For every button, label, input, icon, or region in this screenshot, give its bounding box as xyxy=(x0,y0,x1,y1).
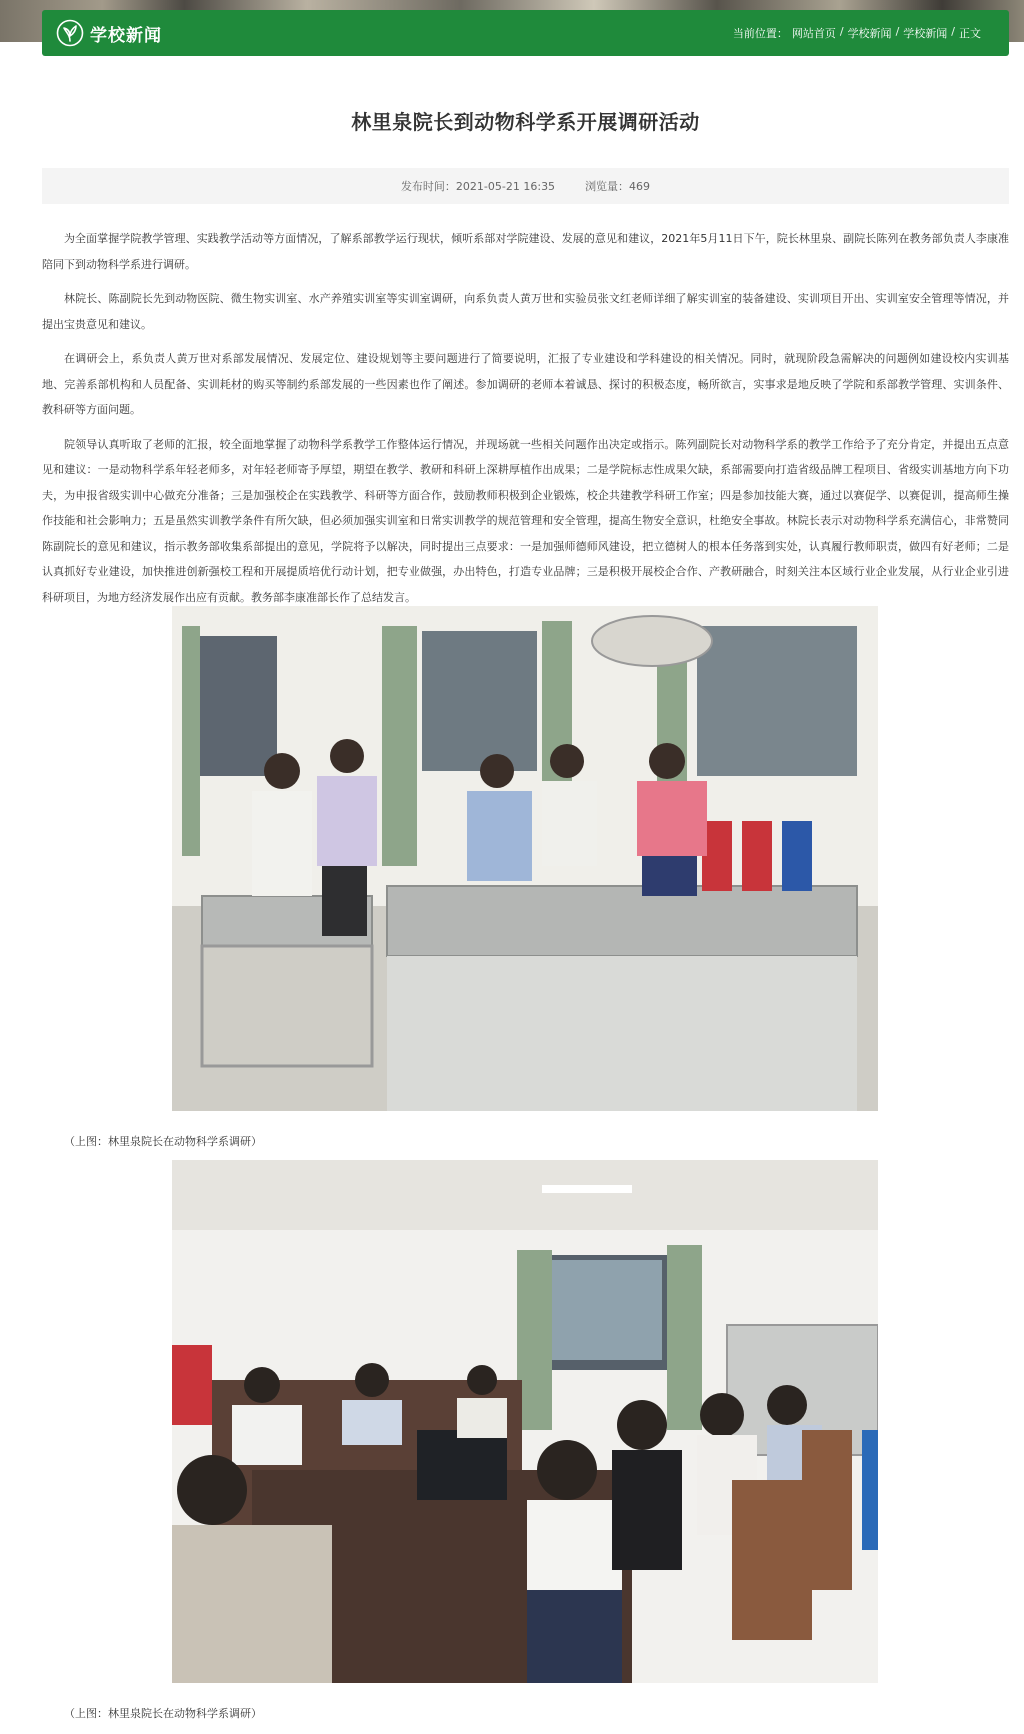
article-body xyxy=(42,226,1009,619)
site-brand[interactable] xyxy=(56,19,162,47)
breadcrumb-link-home[interactable]: 网站首页 xyxy=(791,27,836,40)
article-paragraph: 院领导认真听取了老师的汇报，较全面地掌握了动物科学系教学工作整体运行情况，并现场就一些相关问题作出决定或指示。陈列副院长对动物科学系的教学工作给予了充分肯定，并提出五点意见和建议：一是动物科学系年轻老师多，对年轻老师寄予厚望，期望在教学、教研和科研上深耕厚植作出成果；二是学院标志性成果欠缺，系部需要向打造省级品牌工程项目、省级实训基地方向下功夫，为申报省级实训中心做充分准备；三是加强校企在实践教学、科研等方面合作，鼓励教师积极到企业锻炼，校企共建教学科研工作室；四是参加技能大赛，通过以赛促学、以赛促训，提高师生操作技能和社会影响力；五是虽然实训教学条件有所欠缺，但必须加强实训室和日常实训教学的规范管理和安全管理，提高生物安全意识，杜绝安全事故。林院长表示对动物科学系充满信心，非常赞同陈副院长的意见和建议，指示教务部收集系部提出的意见，学院将予以解决，同时提出三点要求：一是加强师德师风建设，把立德树人的根本任务落到实处，认真履行教师职责，做四有好老师；二是认真抓好专业建设，加快推进创新强校工程和开展提质培优行动计划，把专业做强，办出特色，打造专业品牌；三是积极开展校企合作、产教研融合，时刻关注本区域行业企业发展，从行业企业引进科研项目，为地方经济发展作出应有贡献。教务部李康准部长作了总结发言。 xyxy=(42,437,1009,604)
photo-caption: （上图：林里泉院长在动物科学系调研） xyxy=(64,1707,262,1720)
article-title: 林里泉院长到动物科学系开展调研活动 xyxy=(351,110,700,134)
breadcrumb-prefix: 当前位置： xyxy=(732,27,788,40)
site-section-title: 学校新闻 xyxy=(90,25,162,46)
article-paragraph: 在调研会上，系负责人黄万世对系部发展情况、发展定位、建设规划等主要问题进行了简要说明，汇报了专业建设和学科建设的相关情况。同时，就现阶段急需解决的问题例如建设校内实训基地、完善系部机构和人员配备、实训耗材的购买等制约系部发展的一些因素也作了阐述。参加调研的老师本着诚恳、探讨的积极态度，畅所欲言，实事求是地反映了学院和系部教学管理、实训条件、教科研等方面问题。 xyxy=(42,352,1009,416)
breadcrumb xyxy=(733,25,981,41)
breadcrumb-separator: / xyxy=(951,25,955,38)
article-photo-lab-visit xyxy=(172,606,878,1111)
breadcrumb-separator: / xyxy=(839,25,844,38)
breadcrumb-link-school-news[interactable]: 学校新闻 xyxy=(847,27,892,40)
article-paragraph: 为全面掌握学院教学管理、实践教学活动等方面情况，了解系部教学运行现状，倾听系部对学院建设、发展的意见和建议，2021年5月11日下午，院长林里泉、副院长陈列在教务部负责人李康准陪同下到动物科学系进行调研。 xyxy=(42,232,1009,271)
article-meta xyxy=(42,168,1009,204)
header-bar xyxy=(42,10,1009,56)
leaf-logo-icon xyxy=(56,19,84,47)
publish-time: 发布时间：2021-05-21 16:35 xyxy=(400,180,556,193)
photo-caption: （上图：林里泉院长在动物科学系调研） xyxy=(64,1135,262,1148)
article-paragraph: 林院长、陈副院长先到动物医院、微生物实训室、水产养殖实训室等实训室调研，向系负责人黄万世和实验员张文红老师详细了解实训室的装备建设、实训项目开出、实训室安全管理等情况，并提出宝贵意见和建议。 xyxy=(42,292,1009,331)
breadcrumb-current: 正文 xyxy=(959,27,981,40)
breadcrumb-link-school-news-sub[interactable]: 学校新闻 xyxy=(903,27,948,40)
breadcrumb-separator: / xyxy=(895,25,900,38)
view-count: 浏览量：469 xyxy=(585,180,651,193)
article-photo-meeting xyxy=(172,1160,878,1683)
